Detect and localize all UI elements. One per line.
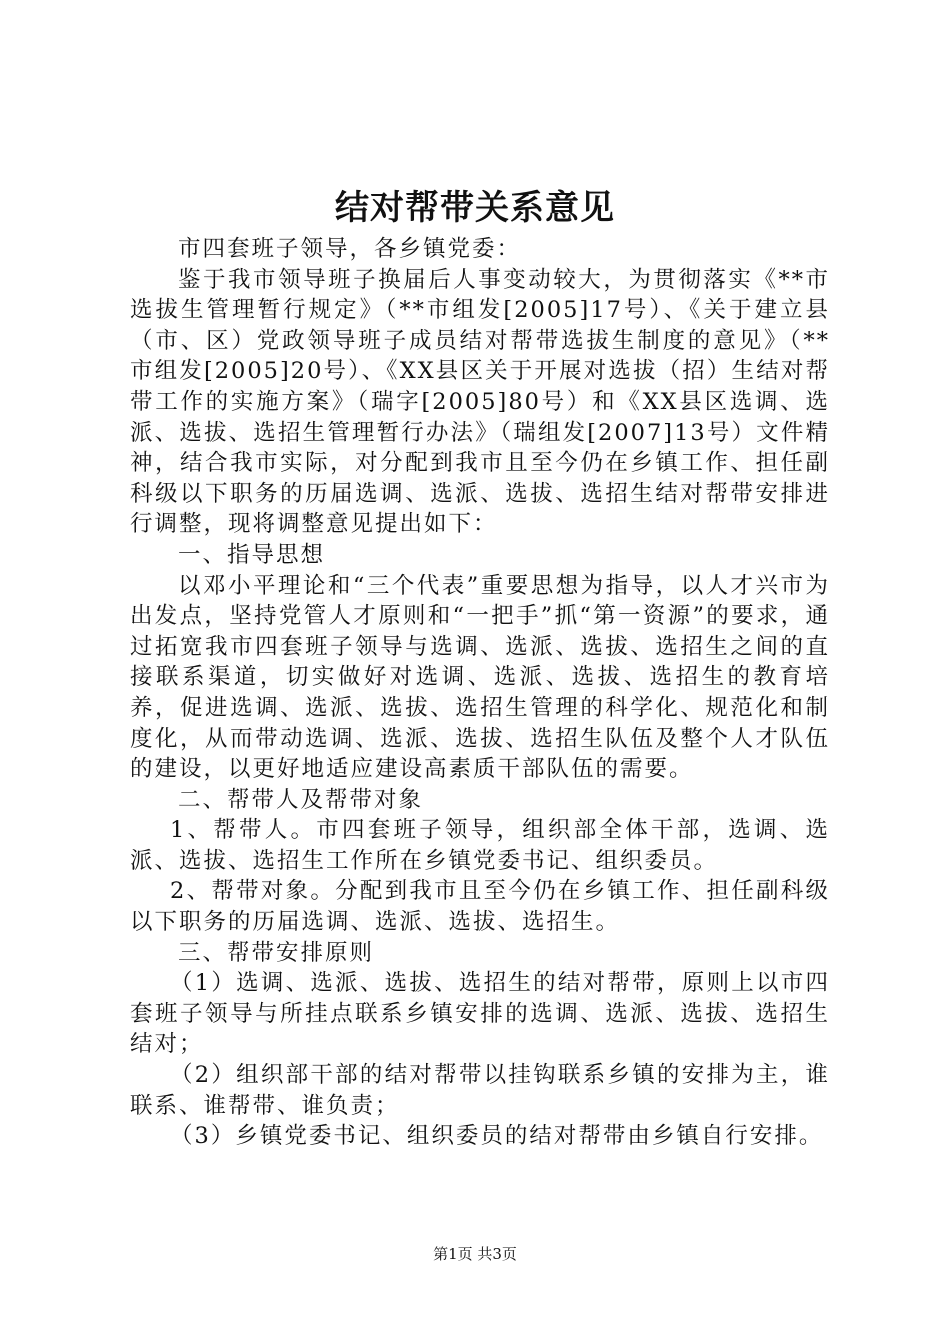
salutation: 市四套班子领导，各乡镇党委： [178,236,522,262]
principle-item-3: （3）乡镇党委书记、组织委员的结对帮带由乡镇自行安排。 [170,1123,824,1150]
section-heading-principles: 三、帮带安排原则 [178,939,375,966]
page-footer: 第1页 共3页 [433,1245,517,1263]
guiding-ideology-paragraph: 以邓小平理论和“三个代表”重要思想为指导，以人才兴市为出发点，坚持党管人才原则和“一把手”抓“第一资源”的要求，通过拓宽我市四套班子领导与选调、选派、选拔、选招生之间的直接联系渠道，切实做好对选调、选派、选拔、选招生的教育培养，促进选调、选派、选拔、选招生管理的科学化、规范化和制度化，从而带动选调、选派、选拔、选招生队伍及整个人才队伍的建设，以更好地适应建设高素质干部队伍的需要。 [130,572,830,783]
document-body [130,234,830,1152]
mentors-paragraph: 1、帮带人。市四套班子领导，组织部全体干部，选调、选派、选拔、选招生工作所在乡镇党委书记、组织委员。 [130,817,830,874]
section-heading-guiding-ideology: 一、指导思想 [178,541,326,568]
targets-paragraph: 2、帮带对象。分配到我市且至今仍在乡镇工作、担任副科级以下职务的历届选调、选派、选拔、选招生。 [130,878,830,936]
principle-item-1: （1）选调、选派、选拔、选招生的结对帮带，原则上以市四套班子领导与所挂点联系乡镇安排的选调、选派、选拔、选招生结对； [130,970,830,1058]
section-heading-mentors-and-targets: 二、帮带人及帮带对象 [178,786,424,813]
document-title: 结对帮带关系意见 [335,188,615,228]
principle-item-2: （2）组织部干部的结对帮带以挂钩联系乡镇的安排为主，谁联系、谁帮带、谁负责； [130,1062,830,1119]
intro-paragraph: 鉴于我市领导班子换届后人事变动较大，为贯彻落实《**市选拔生管理暂行规定》（**市组发[2005]17号）、《关于建立县（市、区）党政领导班子成员结对帮带选拔生制度的意见》（**市组发[2005]20号）、《XX县区关于开展对选拔（招）生结对帮带工作的实施方案》（瑞字[2005]80号）和《XX县区选调、选派、选拔、选招生管理暂行办法》（瑞组发[2007]13号）文件精神，结合我市实际，对分配到我市且至今仍在乡镇工作、担任副科级以下职务的历届选调、选派、选拔、选招生结对帮带安排进行调整，现将调整意见提出如下： [130,266,831,538]
